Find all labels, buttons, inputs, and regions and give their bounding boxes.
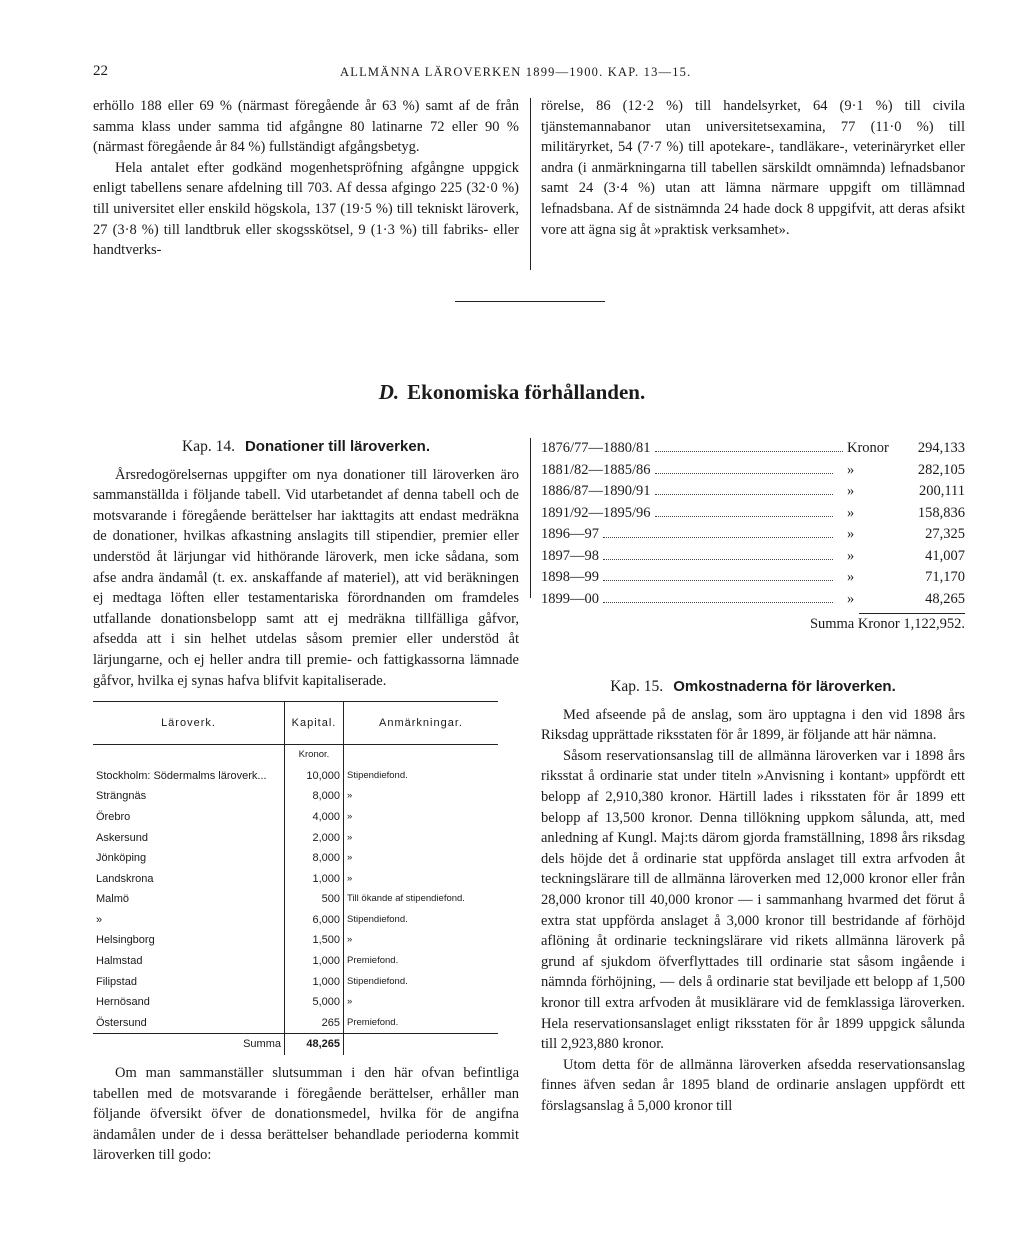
column-divider	[530, 438, 531, 598]
summary-row	[541, 440, 965, 462]
note-value: »	[347, 810, 353, 822]
note-value: »	[347, 934, 353, 946]
table-sum-row	[93, 1034, 498, 1055]
table-row	[93, 910, 498, 931]
page-number: 22	[93, 63, 108, 79]
column-header-notes: Anmärkningar.	[344, 702, 499, 745]
table-row	[93, 848, 498, 869]
paragraph: Såsom reservationsanslag till de allmänna läroverken var i 1898 års riksstat å ordinarie stat under titeln »Anvisning i kontant» uppfördt ett belopp af 2,910,380 kronor. Härtill lades i riksstaten för år 1899 ett belopp af 13,500 kronor. Denna tillökning uppkom sålunda, att, med anledning af Kungl. Maj:ts därom gjorda framställning, 1898 års riksdag dels höjde det å ordinarie stat uppförda anslaget till extra arfvoden åt teckningslärare till de allmänna läroverken med 12,000 kronor eller från 28,000 kronor till 40,000 kronor — i sammanhang hvarmed det förut å extra stat uppförda anslaget å 3,000 kronor till bestridande af förhöjd aflöning åt ordinarie teckningslärare vid rikets allmänna läroverk på grund af sjukdom öfverflyttades till ordinarie stat såsom ingående i nämnda förhöjning, — dels å ordinarie stat beviljade ett belopp af 1,500 kronor till extra arfvoden åt musiklärare vid de femklassiga läroverken. Hela reservationsanslaget enligt riksstaten för år 1899 uppgick sålunda till 2,923,880 kronor.	[541, 747, 965, 1053]
donations-table	[93, 701, 498, 1055]
paragraph: rörelse, 86 (12·2 %) till handelsyrket, 64 (9·1 %) till civila tjänstemannabanor utan universitetsexamina, 77 (11·0 %) till militäryrket, 54 (7·7 %) till apotekare-, tandläkare-, veterinäryrket eller andra (i anmärkningarna till tabellen särskildt omnämnda) lefnadsbanor samt 24 (3·4 %) utan att lämna närmare uppgift om tillämnad lefnadsbana. Af de sistnämnda 24 hade dock 8 uppgifvit, att deras afsikt vore att ägna sig åt »praktisk verksamhet».	[541, 98, 965, 238]
unit-row	[93, 745, 498, 766]
capital-value: 8,000	[285, 786, 344, 807]
summary-row	[541, 548, 965, 570]
school-name: Jönköping	[96, 852, 147, 865]
capital-value: 500	[285, 889, 344, 910]
table-row	[93, 1013, 498, 1034]
capital-value: 1,500	[285, 930, 344, 951]
paragraph: Med afseende på de anslag, som äro upptagna i den vid 1898 års Riksdag upprättade riksstaten för år 1899, är följande att här nämna.	[541, 706, 965, 744]
capital-value: 4,000	[285, 807, 344, 828]
capital-value: 5,000	[285, 992, 344, 1013]
school-name: »	[96, 913, 103, 926]
table-row	[93, 869, 498, 890]
table-row	[93, 766, 498, 787]
unit-label: Kronor.	[285, 745, 344, 766]
top-right-column	[541, 96, 965, 240]
summary-unit: »	[847, 569, 855, 585]
table-row	[93, 786, 498, 807]
table-row	[93, 807, 498, 828]
capital-value: 1,000	[285, 972, 344, 993]
summary-amount: 48,265	[925, 590, 965, 607]
summary-unit: »	[847, 504, 855, 521]
section-rule	[455, 301, 605, 302]
kap14-outro: Om man sammanställer slutsumman i den här ofvan befintliga tabellen med de motsvarande i föregående berättelser, erhåller man följande öfversikt öfver de donationsmedel, hvilka för de angifna ändamålen under de i dessa berättelser behandlade perioderna kommit läroverken till godo:	[93, 1065, 519, 1164]
note-value: Premiefond.	[347, 1016, 399, 1028]
section-letter: D.	[378, 380, 400, 404]
summary-amount: 200,111	[918, 483, 965, 499]
summary-amount: 27,325	[925, 526, 965, 542]
note-value: »	[347, 852, 353, 864]
summary-period: 1896—97	[541, 526, 599, 542]
leader-dots	[603, 602, 833, 603]
summary-unit: »	[847, 461, 855, 478]
table-row	[93, 972, 498, 993]
section-title: Ekonomiska förhållanden.	[407, 380, 646, 404]
column-header-capital: Kapital.	[285, 702, 344, 745]
school-name: Hernösand	[96, 996, 150, 1009]
summary-row	[541, 569, 965, 591]
note-value: »	[347, 790, 353, 802]
note-value: Till ökande af stipendiefond.	[347, 893, 465, 905]
summary-amount: 294,133	[917, 440, 965, 456]
capital-value: 265	[285, 1013, 344, 1034]
capital-value: 8,000	[285, 848, 344, 869]
capital-value: 1,000	[285, 869, 344, 890]
paragraph: Utom detta för de allmänna läroverken afsedda reservationsanslag finnes äfven sedan år 1895 bland de ordinarie anslagen uppfördt ett förslagsanslag å 5,000 kronor till	[541, 1056, 965, 1114]
school-name: Helsingborg	[96, 934, 155, 947]
school-name: Halmstad	[96, 955, 143, 968]
running-title: ALLMÄNNA LÄROVERKEN 1899—1900. KAP. 13—15.	[340, 65, 692, 79]
capital-value: 1,000	[285, 951, 344, 972]
leader-dots	[655, 516, 833, 517]
summary-unit: »	[847, 547, 855, 564]
school-name: Landskrona	[96, 872, 154, 885]
paragraph: Hela antalet efter godkänd mogenhetspröfning afgångne uppgick enligt tabellens senare afdelning till 703. Af dessa afgingo 225 (32·0 %) till universitet eller enskild högskola, 137 (19·5 %) till tekniskt läroverk, 27 (3·8 %) till landtbruk eller skogsskötsel, 9 (1·3 %) till fabriks- eller handtverks-	[93, 159, 519, 259]
note-value: »	[347, 831, 353, 843]
note-value: Stipendiefond.	[347, 975, 408, 987]
top-left-column	[93, 96, 519, 261]
leader-dots	[603, 559, 833, 560]
summary-period: 1898—99	[541, 569, 599, 585]
note-value: Stipendiefond.	[347, 769, 408, 781]
summary-period: 1899—00	[541, 590, 599, 607]
sum-rule	[859, 613, 965, 614]
kap15-number: Kap. 15.	[610, 678, 664, 695]
table-row	[93, 930, 498, 951]
note-value: »	[347, 872, 353, 884]
capital-value: 6,000	[285, 910, 344, 931]
leader-dots	[655, 451, 843, 452]
summary-row	[541, 526, 965, 548]
school-name: Stockholm: Södermalms läroverk...	[96, 769, 267, 782]
sum-value: 48,265	[285, 1034, 344, 1055]
school-name: Östersund	[96, 1016, 147, 1029]
kap14-title: Donationer till läroverken.	[244, 438, 430, 455]
sum-label: Summa	[93, 1034, 285, 1055]
column-divider	[530, 98, 531, 270]
kap14-heading	[93, 437, 519, 458]
summary-row	[541, 591, 965, 613]
table-row	[93, 992, 498, 1013]
note-value: Premiefond.	[347, 955, 399, 967]
summary-period: 1897—98	[541, 547, 599, 564]
summary-row	[541, 505, 965, 527]
summary-amount: 71,170	[925, 569, 965, 585]
leader-dots	[655, 473, 833, 474]
school-name: Örebro	[96, 810, 131, 823]
summary-amount: 282,105	[917, 461, 965, 478]
table-row	[93, 828, 498, 849]
donation-summary	[541, 440, 965, 633]
capital-value: 2,000	[285, 828, 344, 849]
leader-dots	[603, 537, 833, 538]
school-name: Askersund	[96, 831, 148, 844]
kap14-number: Kap. 14.	[182, 438, 235, 455]
summary-amount: 41,007	[925, 547, 965, 564]
summary-period: 1891/92—1895/96	[541, 504, 651, 521]
kap14-intro: Årsredogörelsernas uppgifter om nya donationer till läroverken äro sammanställda i följande tabell. Vid utarbetandet af denna tabell och de motsvarande i föregående berättelser har iakttagits att endast medräkna de donationer, hvilkas afkastning anslagits till stipendier, premier eller understöd åt lärjungar vid hithörande läroverk, men icke sådana, som afse andra ändamål (t. ex. anskaffande af materiel), att vid beräkningen ej medtaga löften eller testamentariska förordnanden om framdeles utfallande donationsbelopp samt att ej medräkna tillfälliga gåfvor, afsedda att i sin helhet utdelas såsom premier eller understöd åt lärjungarne, och ej heller andra till premie- och fattigkassorna lämnade gåfvor, hvilka ej synas hafva blifvit kapitaliserade.	[93, 466, 519, 689]
kap15-title: Omkostnaderna för läroverken.	[673, 678, 896, 695]
summary-amount: 158,836	[917, 504, 965, 521]
column-header-school: Läroverk.	[93, 702, 285, 745]
paragraph: erhöllo 188 eller 69 % (närmast föregående år 63 %) samt af de från samma klass under samma tid afgångne 80 latinarne 72 eller 90 % (närmast föregående år 84 %) fullständigt afgångsbetyg.	[93, 98, 519, 156]
kap15-column	[541, 677, 965, 1116]
summary-period: 1886/87—1890/91	[541, 483, 651, 499]
school-name: Strängnäs	[96, 790, 147, 803]
table-row	[93, 889, 498, 910]
summary-unit: »	[847, 590, 855, 607]
leader-dots	[655, 494, 833, 495]
school-name: Malmö	[96, 893, 130, 906]
summary-unit: »	[847, 526, 855, 542]
note-value: »	[347, 996, 353, 1008]
summary-period: 1881/82—1885/86	[541, 461, 651, 478]
table-row	[93, 951, 498, 972]
section-heading	[0, 380, 1024, 405]
summary-row	[541, 483, 965, 505]
summary-total: Summa Kronor 1,122,952.	[809, 616, 965, 632]
capital-value: 10,000	[285, 766, 344, 787]
summary-period: 1876/77—1880/81	[541, 440, 651, 456]
summary-row	[541, 462, 965, 484]
kap15-heading	[541, 677, 965, 698]
school-name: Filipstad	[96, 975, 137, 988]
kap14-left-column	[93, 437, 519, 1166]
summary-unit: Kronor	[847, 440, 889, 456]
note-value: Stipendiefond.	[347, 913, 408, 925]
summary-unit: »	[847, 483, 855, 499]
leader-dots	[603, 580, 833, 581]
